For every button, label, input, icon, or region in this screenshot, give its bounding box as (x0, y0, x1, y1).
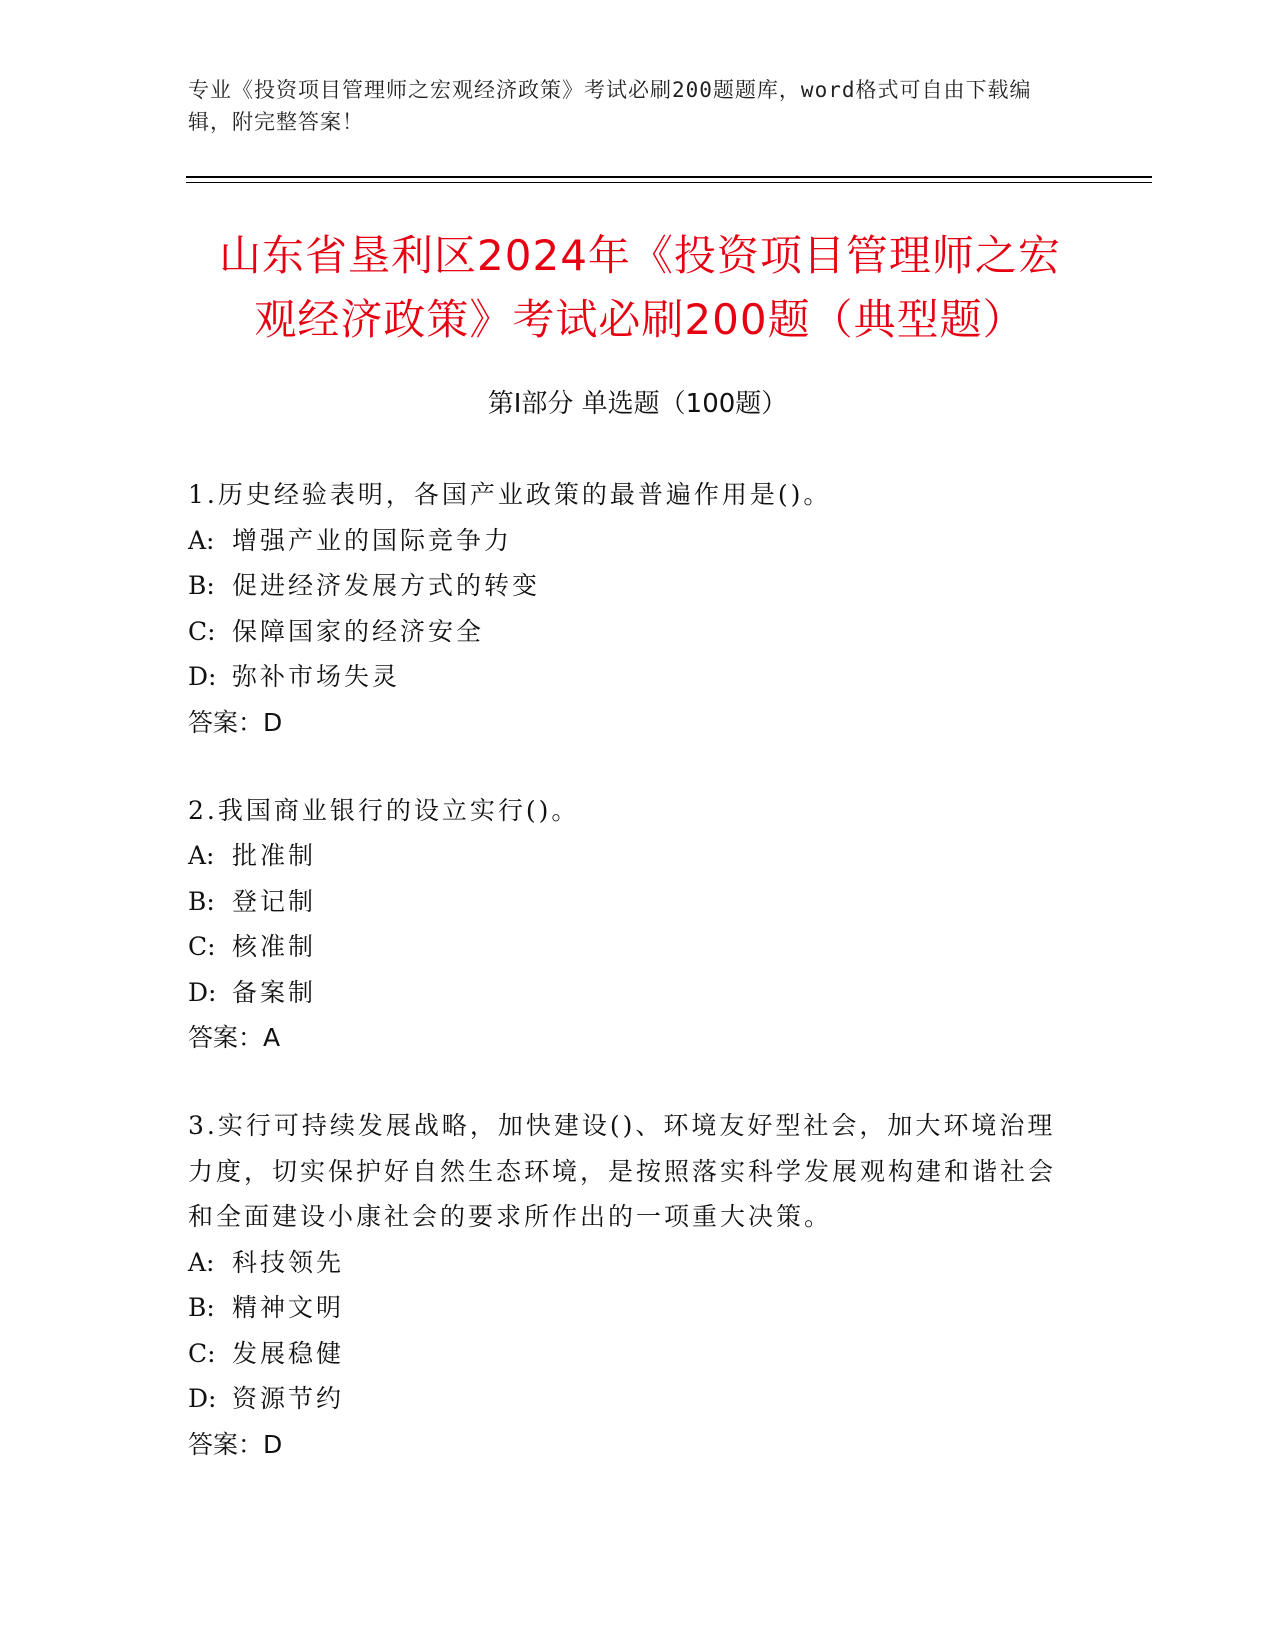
option-letter: A: (188, 1247, 215, 1277)
option-letter: C: (188, 932, 216, 961)
option-d (188, 1376, 1068, 1422)
question-1 (188, 472, 1068, 746)
option-text: 备案制 (232, 977, 317, 1007)
option-letter: B: (188, 886, 215, 916)
header-divider-thick (186, 176, 1152, 178)
question-stem: 2.我国商业银行的设立实行()。 (188, 795, 580, 825)
option-letter: A: (188, 525, 215, 555)
option-c (188, 609, 1068, 655)
question-stem: 1.历史经验表明，各国产业政策的最普遍作用是()。 (188, 480, 832, 509)
option-text: 发展稳健 (232, 1338, 345, 1368)
option-letter: C: (188, 616, 216, 646)
header-note: 专业《投资项目管理师之宏观经济政策》考试必刷200题题库，word格式可自由下载编辑，附完整答案！ (188, 78, 1032, 134)
question-stem: 3.实行可持续发展战略，加快建设()、环境友好型社会，加大环境治理力度，切实保护好自然生态环境，是按照落实科学发展观构建和谐社会和全面建设小康社会的要求所作出的一项重大决策。 (188, 1111, 1057, 1231)
document-title (180, 224, 1100, 352)
option-text: 弥补市场失灵 (232, 662, 401, 691)
option-letter: A: (188, 841, 215, 870)
option-letter: B: (188, 571, 215, 600)
option-a (188, 518, 1068, 564)
question-2 (188, 788, 1068, 1062)
option-text: 批准制 (232, 841, 317, 870)
option-text: 登记制 (232, 886, 317, 916)
option-c (188, 924, 1068, 970)
answer-line: 答案：A (188, 1023, 281, 1052)
option-d (188, 654, 1068, 700)
header-divider-thin (186, 182, 1152, 183)
option-letter: D: (188, 1384, 217, 1413)
option-c (188, 1331, 1068, 1377)
document-title-line-1: 山东省垦利区2024年《投资项目管理师之宏 (219, 231, 1061, 280)
document-title-line-2: 观经济政策》考试必刷200题（典型题） (254, 295, 1026, 344)
option-letter: B: (188, 1293, 215, 1322)
option-letter: D: (188, 662, 217, 691)
option-a (188, 833, 1068, 879)
option-letter: D: (188, 977, 217, 1007)
option-text: 促进经济发展方式的转变 (232, 571, 541, 600)
option-a (188, 1240, 1068, 1286)
answer-line: 答案：D (188, 1429, 283, 1459)
question-3 (188, 1103, 1068, 1468)
option-b (188, 879, 1068, 925)
option-b (188, 563, 1068, 609)
question-list (188, 472, 1068, 1510)
option-text: 保障国家的经济安全 (232, 616, 485, 646)
answer-line: 答案：D (188, 707, 283, 737)
option-letter: C: (188, 1338, 216, 1368)
option-text: 科技领先 (232, 1247, 345, 1277)
section-title: 第Ⅰ部分 单选题（100题） (487, 389, 788, 419)
option-text: 核准制 (232, 932, 317, 961)
option-text: 精神文明 (232, 1293, 345, 1322)
option-text: 资源节约 (232, 1384, 345, 1413)
option-d (188, 970, 1068, 1016)
option-b (188, 1285, 1068, 1331)
option-text: 增强产业的国际竞争力 (232, 525, 513, 555)
